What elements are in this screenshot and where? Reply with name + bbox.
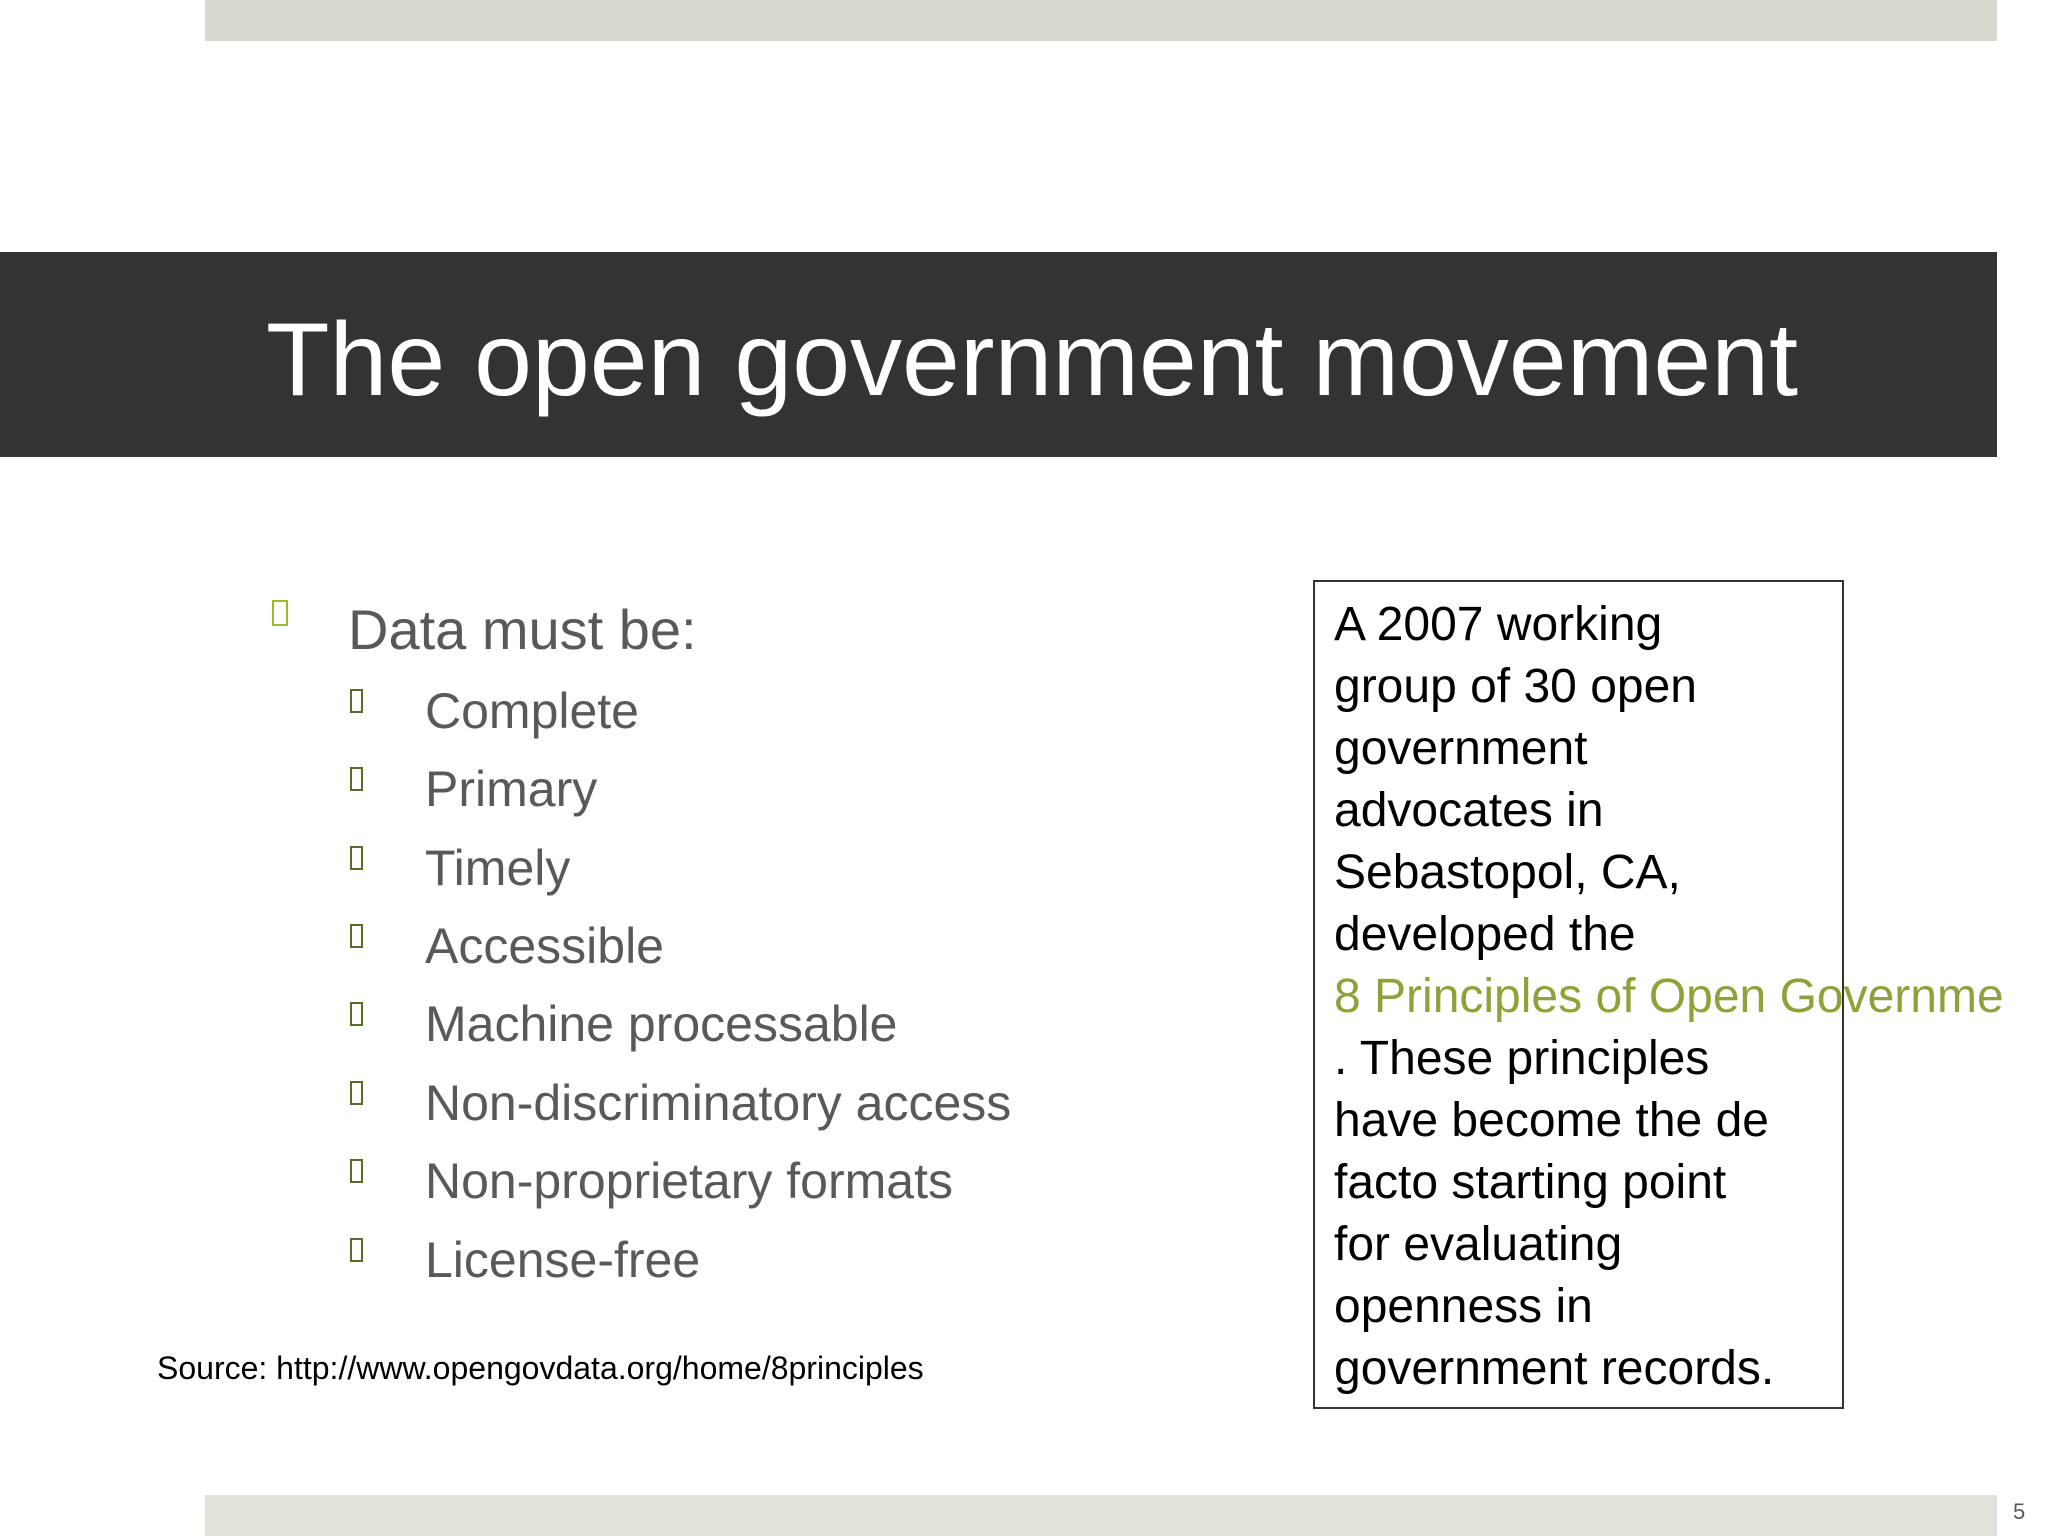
info-line: group of 30 open xyxy=(1334,660,1697,713)
list-item-text: Accessible xyxy=(425,918,664,974)
info-line: have become the de xyxy=(1334,1094,1769,1147)
principles-link[interactable]: 8 Principles of Open Governme xyxy=(1334,970,2004,1023)
list-item-text: License-free xyxy=(425,1232,701,1288)
source-citation: Source: http://www.opengovdata.org/home/8principles xyxy=(157,1350,924,1386)
bullet-icon xyxy=(350,924,363,948)
list-item-text: Non-proprietary formats xyxy=(425,1153,953,1209)
list-item-text: Non-discriminatory access xyxy=(425,1075,1012,1131)
bullet-icon xyxy=(350,1002,363,1026)
info-line: . These principles xyxy=(1334,1032,1710,1085)
bullet-icon xyxy=(350,846,363,870)
bullet-icon xyxy=(350,689,363,713)
slide-title: The open government movement xyxy=(266,302,1798,418)
info-line: facto starting point xyxy=(1334,1156,1727,1209)
info-line: advocates in xyxy=(1334,784,1604,837)
info-line: A 2007 working xyxy=(1334,598,1663,651)
list-item-text: Timely xyxy=(425,840,571,896)
info-line: for evaluating xyxy=(1334,1218,1623,1271)
bullet-icon xyxy=(350,767,363,791)
bottom-decorative-bar xyxy=(205,1495,1997,1536)
info-line: government records. xyxy=(1334,1342,1775,1395)
info-line: openness in xyxy=(1334,1280,1593,1333)
list-item-text: Primary xyxy=(425,761,598,817)
bullet-icon xyxy=(272,600,288,626)
info-line: Sebastopol, CA, xyxy=(1334,846,1681,899)
info-box-text xyxy=(1334,594,2034,1400)
list-item-text: Machine processable xyxy=(425,996,898,1052)
main-bullet-text: Data must be: xyxy=(348,598,697,661)
info-line: government xyxy=(1334,722,1588,775)
list-item-text: Complete xyxy=(425,683,639,739)
top-decorative-bar xyxy=(205,0,1997,41)
bullet-icon xyxy=(350,1238,363,1262)
bullet-icon xyxy=(350,1081,363,1105)
page-number: 5 xyxy=(2013,1499,2026,1524)
info-line: developed the xyxy=(1334,908,1636,961)
bullet-icon xyxy=(350,1159,363,1183)
